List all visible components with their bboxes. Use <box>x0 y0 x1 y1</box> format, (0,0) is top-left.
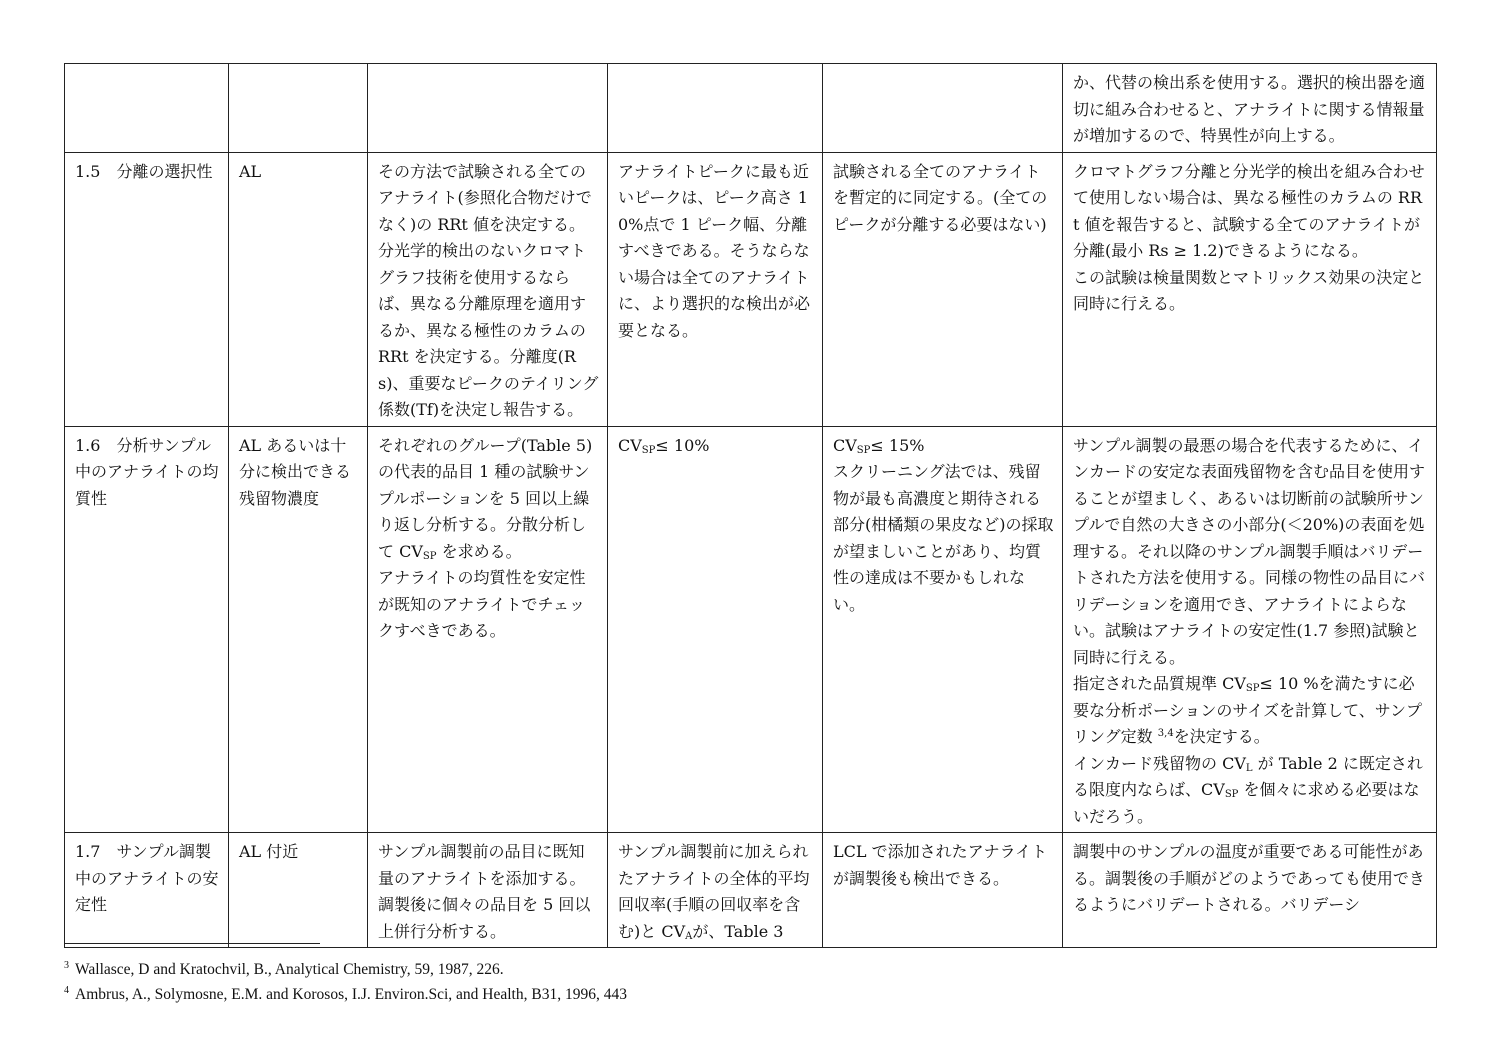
text-run: それぞれのグループ(Table 5)の代表的品目 1 種の試験サンプルポーションを 5 回以上繰り返し分析する。分散分析して CV <box>378 435 593 561</box>
table-row <box>65 152 1437 426</box>
cell-parameter <box>65 64 229 153</box>
text-run: ≤ 10 %を満たすに必要な分析ポーションのサイズを計算して、サンプリング定数 <box>1073 674 1422 746</box>
table-row <box>65 426 1437 833</box>
text-run: CV <box>833 435 857 455</box>
cell-criterion-quantitative <box>608 64 823 153</box>
validation-criteria-table <box>64 63 1437 948</box>
cell-level <box>229 152 368 426</box>
cell-procedure <box>368 833 608 948</box>
cell-text <box>1073 671 1428 751</box>
text-run: CV <box>618 435 642 455</box>
cell-text: この試験は検量関数とマトリックス効果の決定と同時に行える。 <box>1073 267 1425 313</box>
cell-remarks <box>1063 833 1437 948</box>
cell-text: スクリーニング法では、残留物が最も高濃度と期待される部分(柑橘類の果皮など)の採取が望ましいことがあり、均質性の達成は不要かもしれない。 <box>833 462 1054 614</box>
text-run: を求める。 <box>436 541 522 561</box>
subscript: SP <box>1224 789 1239 800</box>
footnote-text: Wallasce, D and Kratochvil, B., Analytical Chemistry, 59, 1987, 226. <box>75 961 504 978</box>
cell-remarks <box>1063 64 1437 153</box>
footnotes <box>64 955 627 1005</box>
cell-level <box>229 426 368 833</box>
cell-level <box>229 833 368 948</box>
cell-text: LCL で添加されたアナライトが調製後も検出できる。 <box>833 842 1048 888</box>
cell-parameter <box>65 152 229 426</box>
cell-parameter <box>65 833 229 948</box>
text-run: インカード残留物の CV <box>1073 753 1246 773</box>
cell-text: アナライトの均質性を安定性が既知のアナライトでチェックすべきである。 <box>378 568 586 640</box>
footnote-text: Ambrus, A., Solymosne, E.M. and Korosos, I.J. Environ.Sci, and Health, B31, 1996, 443 <box>75 986 627 1003</box>
cell-criterion-quantitative <box>608 152 823 426</box>
footnote-separator <box>64 943 320 944</box>
cell-text: 調製中のサンプルの温度が重要である可能性がある。調製後の手順がどのようであっても使用できるようにバリデートされる。バリデーシ <box>1073 842 1425 914</box>
cell-text: AL あるいは十分に検出できる残留物濃度 <box>239 435 352 508</box>
cell-text: サンプル調製前の品目に既知量のアナライトを添加する。調製後に個々の品目を 5 回以上併行分析する。 <box>378 842 591 941</box>
cell-text: クロマトグラフ分離と分光学的検出を組み合わせて使用しない場合は、異なる極性のカラムの RRt 値を報告すると、試験する全てのアナライトが分離(最小 Rs ≥ 1.2)できるようになる。 <box>1073 161 1425 260</box>
cell-criterion-screening <box>823 426 1063 833</box>
table-row <box>65 64 1437 153</box>
text-run: ≤ 10% <box>655 435 710 455</box>
cell-text: AL <box>239 161 262 181</box>
footnote <box>64 955 627 980</box>
cell-remarks <box>1063 152 1437 426</box>
table-row <box>65 833 1437 948</box>
cell-parameter <box>65 426 229 833</box>
text-run: が、Table 3 <box>692 921 784 941</box>
cell-criterion-quantitative <box>608 833 823 948</box>
cell-text: AL 付近 <box>239 842 299 861</box>
cell-text: その方法で試験される全てのアナライト(参照化合物だけでなく)の RRt 値を決定する。分光学的検出のないクロマトグラフ技術を使用するならば、異なる分離原理を適用するか、異なる極性のカラムの RRt を決定する。分離度(Rs)、重要なピークのテイリング係数(Tf)を決定し報告する。 <box>378 161 599 419</box>
text-run: 指定された品質規準 CV <box>1073 674 1246 693</box>
subscript: SP <box>1245 683 1260 694</box>
cell-text <box>833 433 1054 460</box>
footnote <box>64 980 627 1005</box>
cell-text <box>1073 751 1428 831</box>
cell-criterion-screening <box>823 64 1063 153</box>
subscript: SP <box>422 550 437 562</box>
cell-text: 1.7 サンプル調製中のアナライトの安定性 <box>75 842 219 914</box>
subscript: SP <box>856 444 871 456</box>
cell-text: サンプル調製の最悪の場合を代表するために、インカードの安定な表面残留物を含む品目を使用することが望ましく、あるいは切断前の試験所サンプルで自然の大きさの小部分(＜20%)の表面を処理する。それ以降のサンプル調製手順はバリデートされた方法を使用する。同様の物性の品目にバリデーションを適用でき、アナライトによらない。試験はアナライトの安定性(1.7 参照)試験と同時に行える。 <box>1073 435 1426 667</box>
cell-text: アナライトピークに最も近いピークは、ピーク高さ 10%点で 1 ピーク幅、分離すべきである。そうならない場合は全てのアナライトに、より選択的な検出が必要となる。 <box>618 161 811 340</box>
text-run: を決定する。 <box>1173 727 1270 746</box>
cell-remarks <box>1063 426 1437 833</box>
cell-text <box>618 433 814 460</box>
cell-text: か、代替の検出系を使用する。選択的検出器を適切に組み合わせると、アナライトに関する情報量が増加するので、特異性が向上する。 <box>1073 73 1426 145</box>
cell-criterion-screening <box>823 152 1063 426</box>
subscript: A <box>685 930 693 942</box>
cell-text: 1.6 分析サンプル中のアナライトの均質性 <box>75 435 219 508</box>
text-run: を個々に求める必要はないだろう。 <box>1073 780 1420 826</box>
cell-procedure <box>368 426 608 833</box>
cell-procedure <box>368 64 608 153</box>
cell-text <box>618 839 814 945</box>
cell-criterion-quantitative <box>608 426 823 833</box>
text-run: が Table 2 に既定される限度内ならば、CV <box>1073 753 1423 799</box>
footnote-number: 4 <box>64 985 69 996</box>
cell-text: 1.5 分離の選択性 <box>75 161 213 181</box>
cell-procedure <box>368 152 608 426</box>
cell-text <box>378 433 599 566</box>
text-run: ≤ 15% <box>870 435 925 455</box>
cell-text: 試験される全てのアナライトを暫定的に同定する。(全てのピークが分離する必要はない) <box>833 161 1048 234</box>
cell-criterion-screening <box>823 833 1063 948</box>
text-run: サンプル調製前に加えられたアナライトの全体的平均回収率(手順の回収率を含む)と CV <box>618 842 810 941</box>
subscript: SP <box>641 444 656 456</box>
cell-level <box>229 64 368 153</box>
footnote-ref: 3,4 <box>1157 728 1174 739</box>
footnote-number: 3 <box>64 960 69 971</box>
subscript: L <box>1245 762 1253 774</box>
